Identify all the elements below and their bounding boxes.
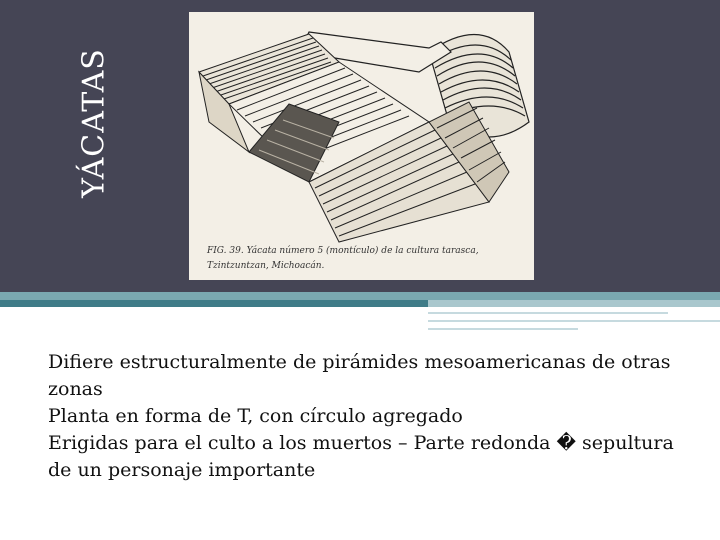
bullet-item: Erigidas para el culto a los muertos – Parte redonda � sepultura de un personaje importante — [48, 432, 674, 481]
accent-band-top — [0, 292, 720, 300]
bullet-item: Planta en forma de T, con círculo agregado — [48, 405, 463, 427]
accent-band-dark — [0, 300, 428, 307]
decorative-stripe — [428, 320, 720, 322]
pyramid-drawing — [189, 12, 534, 280]
figure-caption: FIG. 39. Yácata número 5 (montículo) de la cultura tarasca, Tzintzuntzan, Michoacán. — [207, 246, 479, 271]
slide-title — [74, 6, 114, 240]
bullet-item: Difiere estructuralmente de pirámides mesoamericanas de otras zonas — [48, 351, 671, 400]
bullet-list — [48, 349, 688, 484]
decorative-stripe — [428, 312, 668, 314]
decorative-stripe — [428, 328, 578, 330]
slide-title-text: YÁCATAS — [76, 48, 112, 198]
accent-band-light — [428, 300, 720, 307]
yacata-illustration — [189, 12, 534, 280]
